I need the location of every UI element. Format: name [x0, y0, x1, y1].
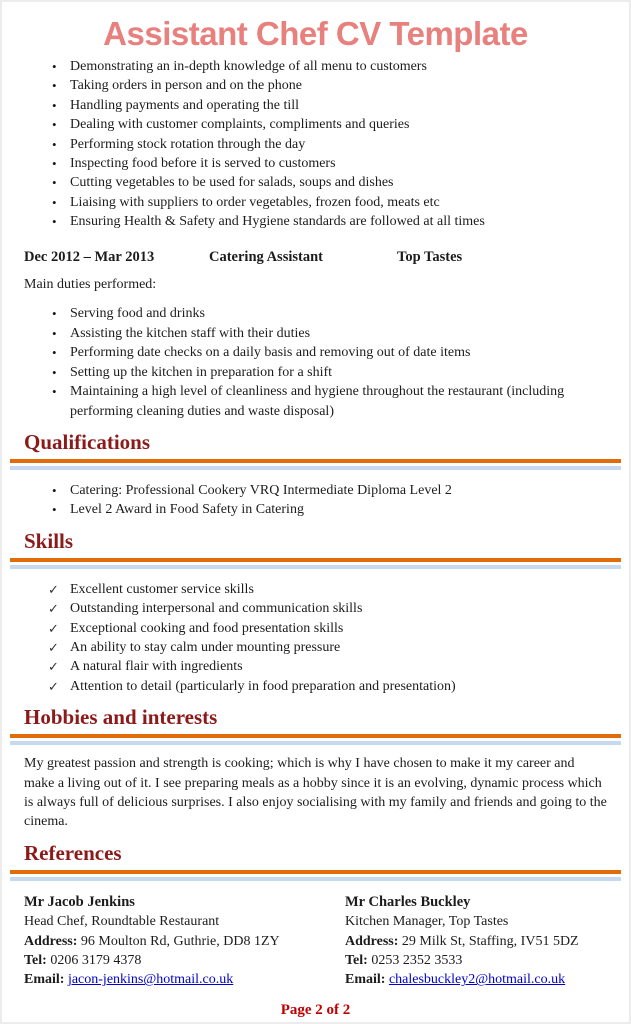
orange-divider [10, 734, 621, 738]
list-item [52, 304, 621, 323]
list-item [48, 619, 621, 638]
experience-role: Catering Assistant [209, 248, 323, 265]
checkmark-icon: ✓ [48, 581, 59, 597]
email-label: Email: [24, 972, 65, 988]
referee-role: Head Chef, Roundtable Restaurant [24, 914, 220, 930]
referee-name: Mr Jacob Jenkins [24, 893, 135, 910]
bullet-icon: • [52, 384, 57, 400]
address-value: 29 Milk St, Staffing, IV51 5DZ [401, 933, 579, 949]
references-heading: References [24, 840, 122, 865]
list-item-text: Inspecting food before it is served to customers [70, 156, 336, 172]
email-link[interactable]: chalesbuckley2@hotmail.co.uk [388, 972, 566, 988]
experience-header-row [24, 248, 621, 267]
list-item [52, 135, 621, 154]
list-item [52, 500, 621, 519]
blue-divider [10, 466, 621, 470]
orange-divider [10, 459, 621, 463]
experience-dates: Dec 2012 – Mar 2013 [24, 248, 155, 265]
list-item-text: Liaising with suppliers to order vegetables, frozen food, meats etc [70, 194, 440, 210]
bullet-icon: • [52, 59, 57, 74]
qualifications-heading: Qualifications [24, 429, 151, 454]
qualifications-list [10, 481, 621, 520]
referee-address [24, 932, 331, 951]
checkmark-icon: ✓ [48, 620, 59, 636]
list-item [52, 193, 621, 212]
checkmark-icon: ✓ [48, 659, 59, 675]
orange-divider [10, 870, 621, 874]
list-item-text: Setting up the kitchen in preparation for a shift [70, 364, 333, 380]
skills-section-header [10, 529, 621, 569]
list-item-text: Outstanding interpersonal and communication skills [70, 601, 363, 617]
referee-tel [345, 951, 627, 970]
page-number: Page 2 of 2 [280, 1001, 351, 1018]
list-item [52, 343, 621, 362]
list-item [48, 638, 621, 657]
list-item [52, 324, 621, 343]
blue-divider [10, 877, 621, 881]
orange-divider [10, 558, 621, 562]
list-item-text: A natural flair with ingredients [70, 659, 243, 675]
blue-divider [10, 741, 621, 745]
references-columns [24, 893, 621, 990]
skills-heading: Skills [24, 528, 74, 553]
reference-card-right [345, 893, 627, 990]
address-label: Address: [24, 933, 78, 949]
referee-tel [24, 951, 331, 970]
references-section-header [10, 841, 621, 881]
skills-list [10, 580, 621, 696]
hobbies-section-header [10, 705, 621, 745]
list-item-text: Excellent customer service skills [70, 581, 254, 597]
bullet-icon: • [52, 156, 57, 172]
tel-label: Tel: [24, 953, 47, 968]
experience-duties-list [10, 304, 621, 420]
bullet-icon: • [52, 364, 57, 380]
list-item-text: Ensuring Health & Safety and Hygiene standards are followed at all times [70, 214, 485, 230]
list-item-text: Cutting vegetables to be used for salads, soups and dishes [70, 175, 394, 191]
tel-value: 0206 3179 4378 [50, 953, 142, 968]
list-item [52, 173, 621, 192]
list-item [48, 599, 621, 618]
address-value: 96 Moulton Rd, Guthrie, DD8 1ZY [80, 933, 280, 949]
list-item [52, 382, 621, 421]
list-item [52, 76, 621, 95]
address-label: Address: [345, 933, 399, 949]
bullet-icon: • [52, 306, 57, 322]
list-item-text: Maintaining a high level of cleanliness and hygiene throughout the restaurant (including performing cleaning duties and waste disposal) [70, 384, 565, 419]
email-link[interactable]: jacon-jenkins@hotmail.co.uk [67, 972, 234, 988]
list-item-text: An ability to stay calm under mounting pressure [70, 639, 341, 655]
experience-company: Top Tastes [397, 248, 463, 265]
tel-label: Tel: [345, 953, 368, 968]
hobbies-heading: Hobbies and interests [24, 705, 218, 730]
list-item [48, 677, 621, 696]
referee-email [24, 970, 331, 989]
list-item [52, 212, 621, 231]
hobbies-paragraph: My greatest passion and strength is cooking; which is why I have chosen to make it my career and make a living out of it. I see preparing meals as a hobby since it is an evolving, dynamic process which is always full of delicious surprises. I also enjoy socialising with my family and friends and going to the cinema. [24, 756, 607, 830]
list-item-text: Attention to detail (particularly in food preparation and presentation) [70, 678, 456, 694]
list-item-text: Exceptional cooking and food presentation skills [70, 620, 344, 636]
checkmark-icon: ✓ [48, 678, 59, 694]
bullet-icon: • [52, 502, 57, 518]
bullet-icon: • [52, 78, 57, 94]
qualifications-section-header [10, 430, 621, 470]
list-item-text: Demonstrating an in-depth knowledge of all menu to customers [70, 59, 427, 74]
bullet-icon: • [52, 482, 57, 498]
bullet-icon: • [52, 97, 57, 113]
email-label: Email: [345, 972, 386, 988]
bullet-icon: • [52, 117, 57, 133]
duties-label: Main duties performed: [24, 277, 157, 293]
referee-name: Mr Charles Buckley [345, 893, 471, 910]
page-title: Assistant Chef CV Template [103, 15, 528, 52]
intro-duties-list [10, 57, 621, 232]
list-item-text: Serving food and drinks [70, 306, 205, 322]
list-item-text: Level 2 Award in Food Safety in Catering [70, 502, 304, 518]
bullet-icon: • [52, 214, 57, 230]
bullet-icon: • [52, 194, 57, 210]
blue-divider [10, 565, 621, 569]
tel-value: 0253 2352 3533 [371, 953, 463, 968]
list-item [52, 115, 621, 134]
referee-email [345, 970, 627, 989]
list-item [48, 580, 621, 599]
list-item-text: Taking orders in person and on the phone [70, 78, 302, 94]
bullet-icon: • [52, 345, 57, 361]
list-item [52, 481, 621, 500]
list-item-text: Performing stock rotation through the day [70, 136, 306, 152]
reference-card-left [24, 893, 345, 990]
bullet-icon: • [52, 175, 57, 191]
list-item-text: Assisting the kitchen staff with their duties [70, 325, 311, 341]
checkmark-icon: ✓ [48, 601, 59, 617]
list-item [52, 154, 621, 173]
bullet-icon: • [52, 325, 57, 341]
referee-role: Kitchen Manager, Top Tastes [345, 914, 509, 930]
list-item [52, 57, 621, 76]
checkmark-icon: ✓ [48, 639, 59, 655]
list-item-text: Handling payments and operating the till [70, 97, 300, 113]
bullet-icon: • [52, 136, 57, 152]
list-item [48, 657, 621, 676]
list-item-text: Performing date checks on a daily basis and removing out of date items [70, 345, 471, 361]
list-item-text: Dealing with customer complaints, compliments and queries [70, 117, 410, 133]
list-item [52, 96, 621, 115]
list-item [52, 363, 621, 382]
referee-address [345, 932, 627, 951]
list-item-text: Catering: Professional Cookery VRQ Intermediate Diploma Level 2 [70, 482, 452, 498]
